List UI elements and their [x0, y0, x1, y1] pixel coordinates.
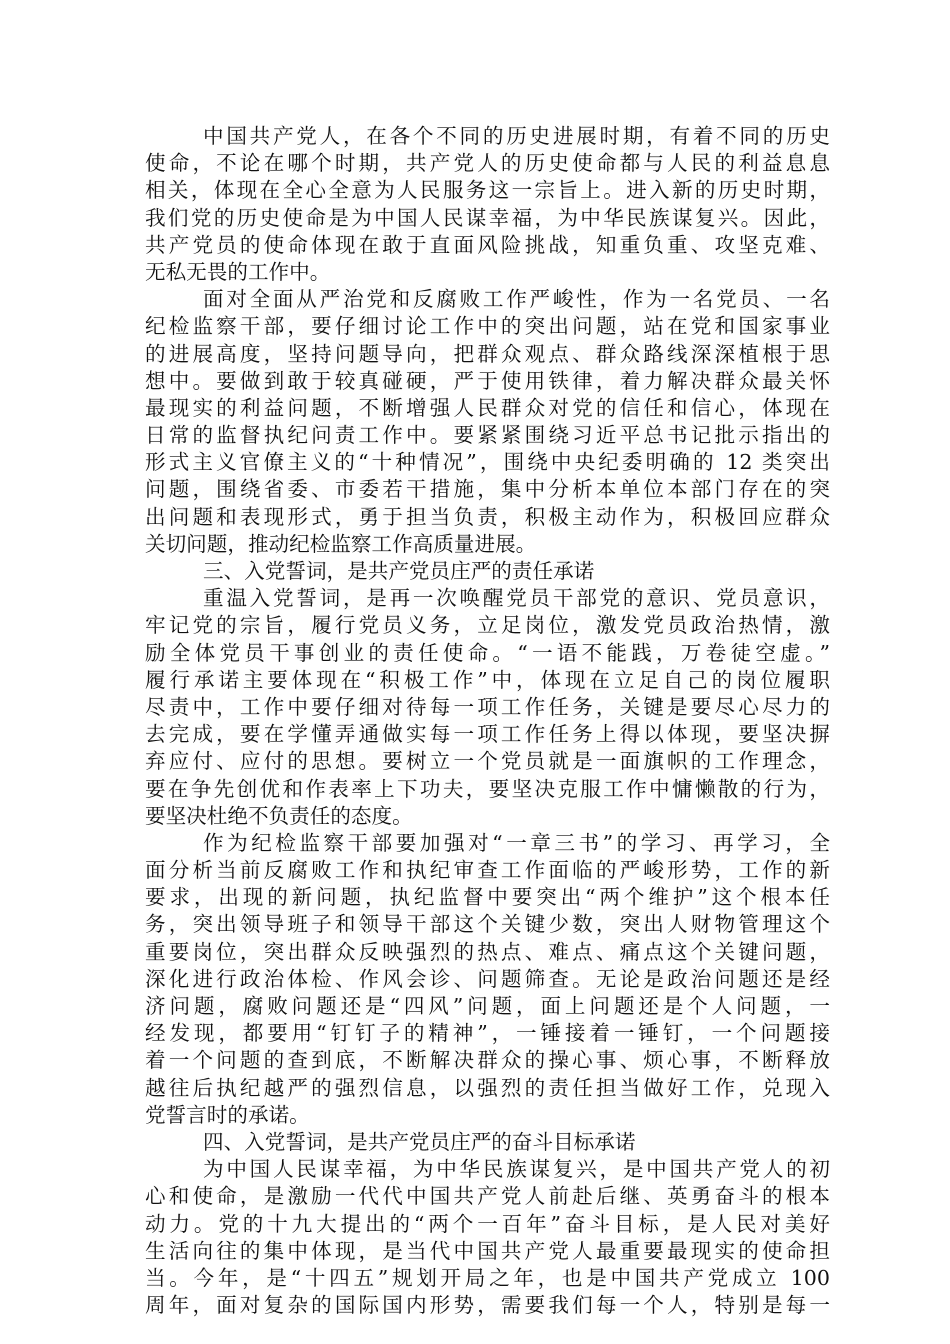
text-line: 重温入党誓词，是再一次唤醒党员干部党的意识、党员意识， [203, 586, 830, 611]
text-line: 面对全面从严治党和反腐败工作严峻性，作为一名党员、一名 [203, 287, 830, 312]
text-line: 纪检监察干部，要仔细讨论工作中的突出问题，站在党和国家事业 [145, 314, 830, 339]
text-line: 想中。要做到敢于较真碰硬，严于使用铁律，着力解决群众最关怀 [145, 368, 830, 393]
text-line: 中国共产党人，在各个不同的历史进展时期，有着不同的历史 [203, 124, 830, 148]
text-line: 牢记党的宗旨，履行党员义务，立足岗位，激发党员政治热情，激 [145, 613, 830, 638]
text-line: 要在争先创优和作表率上下功夫，要坚决克服工作中慵懒散的行为， [145, 776, 830, 801]
text-line: 四、入党誓词，是共产党员庄严的奋斗目标承诺 [203, 1129, 636, 1154]
text-line: 为中国人民谋幸福，为中华民族谋复兴，是中国共产党人的初 [203, 1157, 830, 1182]
text-line: 务，突出领导班子和领导干部这个关键少数，突出人财物管理这个 [145, 912, 830, 937]
text-line: 尽责中，工作中要仔细对待每一项工作任务，关键是要尽心尽力的 [145, 694, 830, 719]
text-line: 无私无畏的工作中。 [145, 259, 331, 284]
text-line: 经发现，都要用“钉钉子的精神”，一锤接着一锤钉，一个问题接 [145, 1021, 830, 1046]
text-line: 的进展高度，坚持问题导向，把群众观点、群众路线深深植根于思 [145, 341, 830, 366]
text-line: 心和使命，是激励一代代中国共产党人前赴后继、英勇奋斗的根本 [145, 1184, 830, 1209]
text-line: 形式主义官僚主义的“十种情况”，围绕中央纪委明确的 12 类突出 [145, 450, 830, 475]
text-line: 三、入党誓词，是共产党员庄严的责任承诺 [203, 559, 595, 583]
text-line: 要坚决杜绝不负责任的态度。 [145, 803, 413, 828]
text-line: 周年，面对复杂的国际国内形势，需要我们每一个人，特别是每一 [145, 1293, 830, 1318]
text-line: 要求，出现的新问题，执纪监督中要突出“两个维护”这个根本任 [145, 885, 830, 910]
text-line: 当。今年，是“十四五”规划开局之年，也是中国共产党成立 100 [145, 1265, 830, 1290]
text-line: 履行承诺主要体现在“积极工作”中，体现在立足自己的岗位履职 [145, 667, 830, 692]
text-line: 共产党员的使命体现在敢于直面风险挑战，知重负重、攻坚克难、 [145, 232, 830, 257]
text-line: 弃应付、应付的思想。要树立一个党员就是一面旗帜的工作理念， [145, 749, 830, 774]
text-line: 我们党的历史使命是为中国人民谋幸福，为中华民族谋复兴。因此， [145, 205, 830, 230]
text-line: 作为纪检监察干部要加强对“一章三书”的学习、再学习，全 [203, 830, 830, 855]
text-line: 党誓言时的承诺。 [145, 1102, 310, 1127]
text-line: 越往后执纪越严的强烈信息，以强烈的责任担当做好工作，兑现入 [145, 1075, 830, 1100]
text-line: 日常的监督执纪问责工作中。要紧紧围绕习近平总书记批示指出的 [145, 423, 830, 448]
text-line: 动力。党的十九大提出的“两个一百年”奋斗目标，是人民对美好 [145, 1211, 830, 1236]
text-line: 励全体党员干事创业的责任使命。“一语不能践，万卷徒空虚。” [145, 640, 830, 665]
text-line: 相关，体现在全心全意为人民服务这一宗旨上。进入新的历史时期， [145, 178, 830, 203]
document-page [145, 123, 830, 1319]
text-line: 重要岗位，突出群众反映强烈的热点、难点、痛点这个关键问题， [145, 939, 830, 964]
text-line: 使命，不论在哪个时期，共产党人的历史使命都与人民的利益息息 [145, 151, 830, 176]
text-line: 出问题和表现形式，勇于担当负责，积极主动作为，积极回应群众 [145, 504, 830, 529]
text-line: 去完成，要在学懂弄通做实每一项工作任务上得以体现，要坚决摒 [145, 722, 830, 747]
text-line: 着一个问题的查到底，不断解决群众的操心事、烦心事，不断释放 [145, 1048, 830, 1073]
text-line: 深化进行政治体检、作风会诊、问题筛查。无论是政治问题还是经 [145, 966, 830, 991]
text-line: 问题，围绕省委、市委若干措施，集中分析本单位本部门存在的突 [145, 477, 830, 502]
text-line: 济问题，腐败问题还是“四风”问题，面上问题还是个人问题，一 [145, 994, 830, 1018]
text-line: 最现实的利益问题，不断增强人民群众对党的信任和信心，体现在 [145, 395, 830, 420]
text-line: 面分析当前反腐败工作和执纪审查工作面临的严峻形势，工作的新 [145, 858, 830, 883]
text-line: 生活向往的集中体现，是当代中国共产党人最重要最现实的使命担 [145, 1238, 830, 1263]
text-line: 关切问题，推动纪检监察工作高质量进展。 [145, 531, 537, 556]
